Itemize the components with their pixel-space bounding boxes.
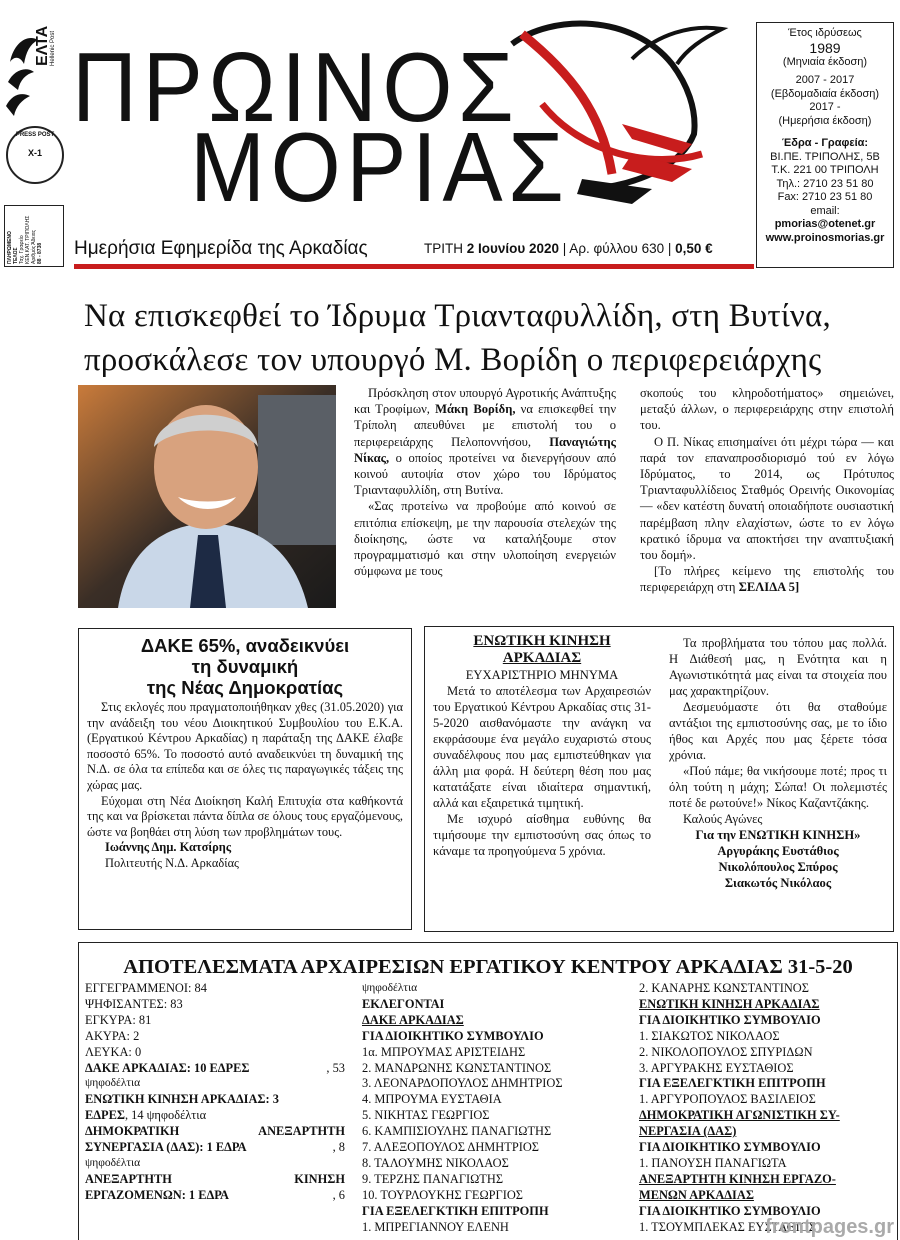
lead-text-bold: Παναγιώτης Νίκας, [354, 434, 616, 465]
enotiki-title-line: ΕΝΩΤΙΚΗ ΚΙΝΗΣΗ [473, 633, 611, 649]
enotiki-column-2 [669, 635, 887, 891]
election-results-box [78, 942, 898, 1240]
results-votes: , 6 [332, 1187, 345, 1202]
results-party: ΔΗΜΟΚΡΑΤΙΚΗ ΑΝΕΞΑΡΤΗΤΗ [85, 1124, 345, 1139]
results-candidate: 3. ΑΡΓΥΡΑΚΗΣ ΕΥΣΤΑΘΙΟΣ [639, 1060, 794, 1075]
paid-line: ΤΕΛΟΣ [13, 247, 19, 264]
results-body-heading: ΓΙΑ ΔΙΟΙΚΗΤΙΚΟ ΣΥΜΒΟΥΛΙΟ [639, 1140, 821, 1155]
press-post-stamp [6, 126, 64, 184]
results-body-heading: ΓΙΑ ΔΙΟΙΚΗΤΙΚΟ ΣΥΜΒΟΥΛΙΟ [639, 1012, 821, 1027]
dake-title-line: τη δυναμική [191, 656, 299, 677]
dake-signer: Ιωάννης Δημ. Κατσίρης [105, 840, 232, 855]
issue-number: | Αρ. φύλλου 630 | [562, 241, 672, 256]
founded-year: 1989 [809, 39, 841, 56]
lead-text: ο οποίος προτείνει να διενεργήσουν από κοινού αυτοψία στον χώρο του Ιδρύματος Τριανταφυλλίδη, στη Βυτίνα. [354, 450, 616, 498]
lead-photo [78, 385, 336, 608]
results-votes-label: ψηφοδέλτια [85, 1156, 141, 1169]
issue-line [424, 241, 713, 256]
results-candidate: 1. ΤΣΟΥΜΠΛΕΚΑΣ ΕΥΣΤΑΘΙΟΣ [639, 1219, 816, 1234]
issue-day: ΤΡΙΤΗ [424, 241, 463, 256]
results-candidate: 1. ΜΠΡΕΓΙΑΝΝΟΥ ΕΛΕΝΗ [362, 1219, 509, 1234]
masthead-title-line1: ΠΡΩΙΝΟΣ [72, 32, 520, 142]
enotiki-subtitle: ΕΥΧΑΡΙΣΤΗΡΙΟ ΜΗΝΥΜΑ [465, 668, 619, 682]
office-phone: Τηλ.: 2710 23 51 80 [776, 177, 874, 190]
results-candidate: 1. ΣΙΑΚΩΤΟΣ ΝΙΚΟΛΑΟΣ [639, 1028, 780, 1043]
results-title: ΑΠΟΤΕΛΕΣΜΑΤΑ ΑΡΧΑΙΡΕΣΙΩΝ ΕΡΓΑΤΙΚΟΥ ΚΕΝΤΡΟΥ ΑΡΚΑΔΙΑΣ 31-5-20 [123, 956, 853, 978]
results-candidate: 1α. ΜΠΡΟΥΜΑΣ ΑΡΙΣΤΕΙΔΗΣ [362, 1044, 526, 1059]
enotiki-title-line: ΑΡΚΑΔΙΑΣ [502, 650, 582, 666]
results-party: ΕΝΩΤΙΚΗ ΚΙΝΗΣΗ ΑΡΚΑΔΙΑΣ: 3 [85, 1092, 279, 1107]
lead-paragraph: σκοπούς του κληροδοτήματος» σημειώνει, μεταξύ άλλων, ο περιφερειάρχης στην επιστολή του. [640, 386, 894, 433]
dake-paragraph: Εύχομαι στη Νέα Διοίκηση Καλή Επιτυχία στα καθήκοντά της και να βρίσκεται πάντα δίπλα σε όλους τους εργαζόμενους, ώστε να βοηθάει στη λύση των προβλημάτων τους. [87, 793, 403, 839]
lead-paragraph: Ο Π. Νίκας επισημαίνει ότι μέχρι τώρα — και παρά τον επαναπροσδιορισμό τού εν λόγω Ιδρύματος, το 2014, ως Πρότυπος Τριανταφυλλίδειος Σταθμός Ορεινής Οικονομίας— «δεν κατέστη δυνατή οποιαδήποτε ουσιαστική παρέμβαση πλην ελαχίστων, ώστε το εν λόγω κρατικό ίδρυμα να αποκτήσει την αναπτυξιακή του δομή». [640, 434, 894, 563]
results-body-heading: ΓΙΑ ΕΞΕΛΕΓΚΤΙΚΗ ΕΠΙΤΡΟΠΗ [362, 1203, 549, 1218]
results-party-heading: ΕΝΩΤΙΚΗ ΚΙΝΗΣΗ ΑΡΚΑΔΙΑΣ [639, 996, 820, 1011]
results-column-1 [85, 981, 345, 1204]
lead-text: [Το πλήρες κείμενο της επιστολής του περιφερειάρχη στη [640, 564, 894, 595]
results-party: ΔΑΚΕ ΑΡΚΑΔΙΑΣ: 10 ΕΔΡΕΣ [85, 1060, 250, 1075]
weekly-label: (Εβδομαδιαία έκδοση) [770, 87, 880, 100]
results-votes: , 14 ψηφοδέλτια [124, 1108, 207, 1123]
weekly-years: 2007 - 2017 [795, 74, 855, 86]
results-candidate: 7. ΑΛΕΞΟΠΟΥΛΟΣ ΔΗΜΗΤΡΙΟΣ [362, 1140, 539, 1155]
paid-line: Ταχ. Γραφείο [19, 235, 25, 264]
enotiki-paragraph: Μετά το αποτέλεσμα των Αρχαιρεσιών του Εργατικού Κέντρου Αρκαδίας στις 31-5-2020 αισθανόμαστε την ανάγκη να εκφράσουμε ένα μεγάλο ευχαριστώ στους συναδέλφους που μας εμπιστεύθηκαν για άλλη μια φορά. Η δεύτερη θέση που μας κατατάξατε είναι ιδιαίτερα σημαντική, αλλά και εξαιρετικά τιμητική. [433, 684, 651, 810]
paid-line: ΚΕΝ.ΚΑΤ. ΤΡΙΠΟΛΗΣ [25, 215, 31, 264]
elta-label: ΕΛΤΑ [34, 25, 51, 66]
results-column-2 [362, 981, 632, 1236]
enotiki-signature-label: Για την ΕΝΩΤΙΚΗ ΚΙΝΗΣΗ» [695, 828, 861, 842]
results-stat: ΑΚΥΡΑ: 2 [85, 1028, 140, 1043]
lead-text-bold: Μάκη Βορίδη, [435, 402, 516, 417]
paid-line: ΠΛΗΡΩΜΕΝΟ [7, 231, 13, 264]
masthead-rule [74, 264, 754, 269]
results-votes: , 53 [326, 1060, 345, 1075]
office-address2: Τ.Κ. 221 00 ΤΡΙΠΟΛΗ [771, 164, 879, 176]
email-label: email: [810, 204, 840, 217]
results-party: ΣΥΝΕΡΓΑΣΙΑ (ΔΑΣ): 1 ΕΔΡΑ [85, 1140, 247, 1155]
enotiki-paragraph: Με ισχυρό αίσθημα ευθύνης θα τιμήσουμε την εμπιστοσύνη σας όπως το κάναμε τα προηγούμενα 5 χρόνια. [433, 812, 651, 858]
email-address: pmorias@otenet.gr [774, 218, 876, 230]
results-candidate: 5. ΝΙΚΗΤΑΣ ΓΕΩΡΓΙΟΣ [362, 1108, 490, 1123]
dake-paragraph: Στις εκλογές που πραγματοποιήθηκαν χθες (31.05.2020) για την ανάδειξη του νέου Διοικητικού Συμβουλίου του Ε.Κ.Α. (Εργατικού Κέντρου Αρκαδίας) η παράταξη της ΔΑΚΕ έλαβε ποσοστό 65%. Το ποσοστό αυτό αναδεικνύει τη δυναμική της Ν.Δ. σε όλα τα επίπεδα και σε όλες τις παραγωγικές τάξεις της χώρας μας. [87, 700, 403, 792]
paid-line: Αριθμός Άδειας [31, 229, 37, 264]
results-body-heading: ΓΙΑ ΔΙΟΙΚΗΤΙΚΟ ΣΥΜΒΟΥΛΙΟ [639, 1203, 821, 1218]
results-stat: ΨΗΦΙΣΑΝΤΕΣ: 83 [85, 996, 183, 1011]
dake-signer-role: Πολιτευτής Ν.Δ. Αρκαδίας [105, 855, 239, 870]
masthead-subtitle: Ημερήσια Εφημερίδα της Αρκαδίας [74, 238, 368, 259]
enotiki-signer: Νικολόπουλος Σπύρος [718, 860, 838, 874]
publisher-info-box [756, 22, 894, 268]
results-stat: ΕΓΚΥΡΑ: 81 [85, 1012, 152, 1027]
results-party-heading: ΔΗΜΟΚΡΑΤΙΚΗ ΑΓΩΝΙΣΤΙΚΗ ΣΥ- [639, 1108, 840, 1123]
results-candidate: 2. ΜΑΝΔΡΩΝΗΣ ΚΩΝΣΤΑΝΤΙΝΟΣ [362, 1060, 552, 1075]
results-candidate: 1. ΑΡΓΥΡΟΠΟΥΛΟΣ ΒΑΣΙΛΕΙΟΣ [639, 1092, 816, 1107]
results-candidate: 10. ΤΟΥΡΛΟΥΚΗΣ ΓΕΩΡΓΙΟΣ [362, 1187, 523, 1202]
lead-headline-line2: προσκάλεσε τον υπουργό Μ. Βορίδη ο περιφερειάρχης [84, 342, 822, 378]
results-candidate: 9. ΤΕΡΖΗΣ ΠΑΝΑΓΙΩΤΗΣ [362, 1171, 504, 1186]
results-stat: ΕΓΓΕΓΡΑΜΜΕΝΟΙ: 84 [85, 981, 207, 995]
paid-line: 88 - 8738 [37, 242, 43, 264]
founded-label: Έτος ιδρύσεως [788, 27, 862, 39]
lead-text: να επισκεφθεί την Τρίπολη απευθύνει με επιστολή του ο περιφερειάρχης Πελοποννήσου, [354, 402, 617, 449]
results-candidate: 3. ΛΕΟΝΑΡΔΟΠΟΥΛΟΣ ΔΗΜΗΤΡΙΟΣ [362, 1076, 563, 1091]
office-label: Έδρα - Γραφεία: [781, 137, 869, 149]
results-party-heading: ΜΕΝΩΝ ΑΡΚΑΔΙΑΣ [639, 1187, 754, 1202]
enotiki-signer: Σιακωτός Νικόλαος [724, 876, 832, 890]
results-candidate: 4. ΜΠΡΟΥΜΑ ΕΥΣΤΑΘΙΑ [362, 1092, 502, 1107]
issue-date: 2 Ιουνίου 2020 [466, 241, 560, 256]
press-post-label: PRESS POST [15, 132, 55, 138]
dake-title-line: ΔΑΚΕ 65%, αναδεικνύει [140, 635, 350, 656]
elta-stamp [4, 22, 60, 122]
daily-label: (Ημερήσια έκδοση) [778, 114, 872, 127]
lead-column-2 [640, 385, 894, 596]
results-votes-label: ψηφοδέλτια [85, 1077, 141, 1090]
enotiki-column-1 [433, 633, 651, 859]
results-party: ΑΝΕΞΑΡΤΗΤΗ ΚΙΝΗΣΗ [85, 1171, 345, 1186]
results-party-heading: ΔΑΚΕ ΑΡΚΑΔΙΑΣ [362, 1012, 464, 1027]
results-section-heading: ΕΚΛΕΓΟΝΤΑΙ [362, 996, 445, 1011]
results-party: ΕΡΓΑΖΟΜΕΝΩΝ: 1 ΕΔΡΑ [85, 1187, 229, 1202]
results-candidate: 1. ΠΑΝΟΥΣΗ ΠΑΝΑΓΙΩΤΑ [639, 1155, 787, 1170]
website: www.proinosmorias.gr [765, 231, 885, 244]
results-candidate: 8. ΤΑΛΟΥΜΗΣ ΝΙΚΟΛΑΟΣ [362, 1155, 509, 1170]
dake-title-line: της Νέας Δημοκρατίας [146, 677, 344, 698]
results-stat: ΛΕΥΚΑ: 0 [85, 1044, 142, 1059]
enotiki-paragraph: Τα προβλήματα του τόπου μας πολλά. Η Διάθεσή μας, η Ενότητα και η Αγωνιστικότητά μας είναι τα στοιχεία που μας χαρακτηρίζουν. [669, 636, 887, 698]
lead-column-1 [354, 385, 616, 579]
issue-price: 0,50 € [675, 241, 713, 256]
press-post-code: Χ-1 [27, 148, 42, 158]
results-column-3 [639, 981, 889, 1236]
results-party: ΕΔΡΕΣ [85, 1108, 125, 1123]
daily-years: 2017 - [809, 101, 841, 113]
lead-headline [84, 294, 894, 382]
enotiki-signer: Αργυράκης Ευστάθιος [717, 844, 839, 858]
results-body-heading: ΓΙΑ ΕΞΕΛΕΓΚΤΙΚΗ ΕΠΙΤΡΟΠΗ [639, 1076, 826, 1091]
results-votes: , 8 [332, 1140, 345, 1155]
lead-text: Πρόσκληση στον υπουργό Αγροτικής Ανάπτυξης και Τροφίμων, [354, 386, 616, 417]
results-party-heading: ΝΕΡΓΑΣΙΑ (ΔΑΣ) [639, 1124, 737, 1139]
monthly-label: (Μηνιαία έκδοση) [782, 55, 868, 68]
lead-page-ref: ΣΕΛΙΔΑ 5] [738, 580, 800, 595]
office-fax: Fax: 2710 23 51 80 [777, 191, 873, 203]
results-votes-label: ψηφοδέλτια [362, 982, 418, 994]
office-address1: ΒΙ.ΠΕ. ΤΡΙΠΟΛΗΣ, 5Β [770, 150, 880, 163]
masthead-title-line2: ΜΟΡΙΑΣ [190, 112, 570, 222]
results-candidate: 6. ΚΑΜΠΙΣΙΟΥΛΗΣ ΠΑΝΑΓΙΩΤΗΣ [362, 1124, 552, 1139]
paid-postage-box [4, 205, 64, 267]
lead-headline-line1: Να επισκεφθεί το Ίδρυμα Τριανταφυλλίδη, στη Βυτίνα, [84, 298, 831, 334]
elta-sublabel: Hellenic Post [50, 30, 56, 66]
results-candidate: 2. ΝΙΚΟΛΟΠΟΥΛΟΣ ΣΠΥΡΙΔΩΝ [639, 1044, 813, 1059]
watermark: frontpages.gr [765, 1216, 894, 1238]
results-candidate: 2. ΚΑΝΑΡΗΣ ΚΩΝΣΤΑΝΤΙΝΟΣ [639, 981, 809, 995]
results-party-heading: ΑΝΕΞΑΡΤΗΤΗ ΚΙΝΗΣΗ ΕΡΓΑΖΟ- [639, 1171, 836, 1186]
enotiki-paragraph: «Πού πάμε; θα νικήσουμε ποτέ; προς τι όλη τούτη η μάχη; Σώπα! Οι πολεμιστές ποτέ δε ρωτούνε!» Νίκος Καζαντζάκης. [669, 764, 887, 810]
lead-paragraph: «Σας προτείνω να προβούμε από κοινού σε επιτόπια επίσκεψη, με την παρουσία στελεχών της διοίκησης, ώστε να καταλήξουμε στον προγραμματισμό και στην υλοποίηση ενεργειών σύμφωνα με τους [354, 499, 616, 579]
dake-article-box [78, 628, 412, 930]
enotiki-article-box [424, 626, 894, 932]
enotiki-paragraph: Δεσμευόμαστε ότι θα σταθούμε αντάξιοι της εμπιστοσύνης σας, με το ίδιο ήθος και Αρχές που μας ξέρετε τόσα χρόνια. [669, 700, 887, 762]
enotiki-paragraph: Καλούς Αγώνες [683, 812, 763, 826]
results-body-heading: ΓΙΑ ΔΙΟΙΚΗΤΙΚΟ ΣΥΜΒΟΥΛΙΟ [362, 1028, 544, 1043]
